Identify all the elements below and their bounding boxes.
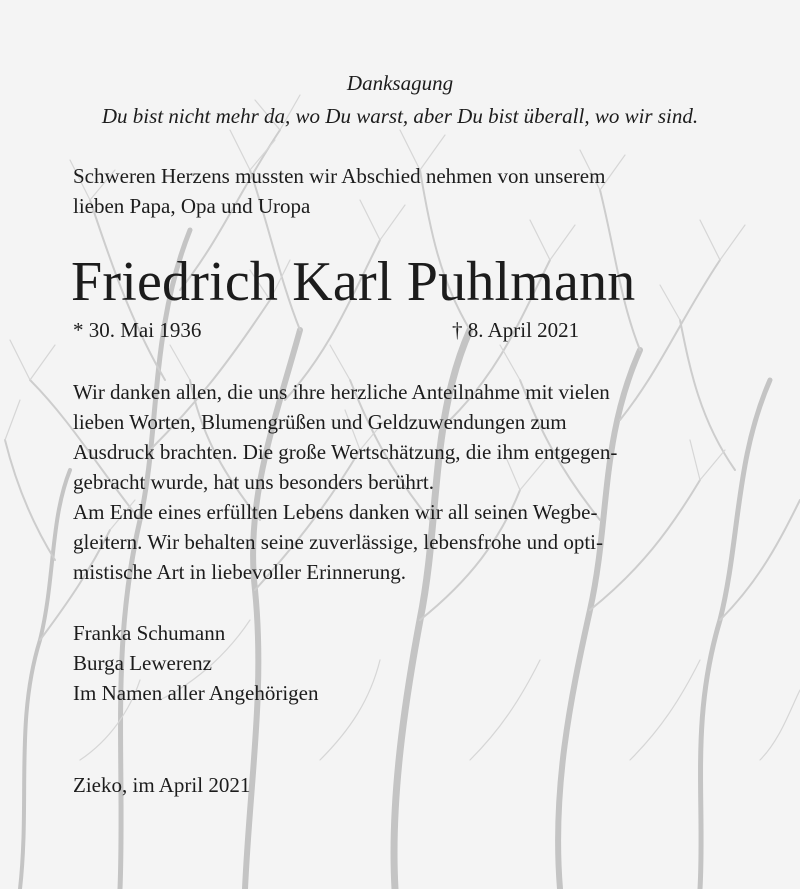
body-line: Ausdruck brachten. Die große Wertschätzung, die ihm entgegen- [73,440,618,464]
notice-title: Danksagung [346,71,454,95]
place-and-date: Zieko, im April 2021 [73,773,251,797]
body-line: gleitern. Wir behalten seine zuverlässige, lebensfrohe und opti- [73,530,604,554]
notice-quote: Du bist nicht mehr da, wo Du warst, aber Du bist überall, wo wir sind. [101,104,699,128]
signature-line: Franka Schumann [73,621,226,645]
intro-text [73,161,753,221]
signature-line: Im Namen aller Angehörigen [73,681,319,705]
body-line: mistische Art in liebevoller Erinnerung. [73,560,407,584]
birth-date: * 30. Mai 1936 [73,318,202,342]
signatures [73,618,753,708]
body-line: Wir danken allen, die uns ihre herzliche Anteilnahme mit vielen [73,380,610,404]
body-line: Am Ende eines erfüllten Lebens danken wir all seinen Wegbe- [73,500,598,524]
intro-line: Schweren Herzens mussten wir Abschied nehmen von unserem [73,164,606,188]
intro-line: lieben Papa, Opa und Uropa [73,194,311,218]
signature-line: Burga Lewerenz [73,651,212,675]
body-line: lieben Worten, Blumengrüßen und Geldzuwendungen zum [73,410,567,434]
body-line: gebracht wurde, hat uns besonders berührt. [73,470,434,494]
body-text [73,377,753,587]
deceased-name: Friedrich Karl Puhlmann [71,251,636,313]
death-date: † 8. April 2021 [452,318,580,342]
